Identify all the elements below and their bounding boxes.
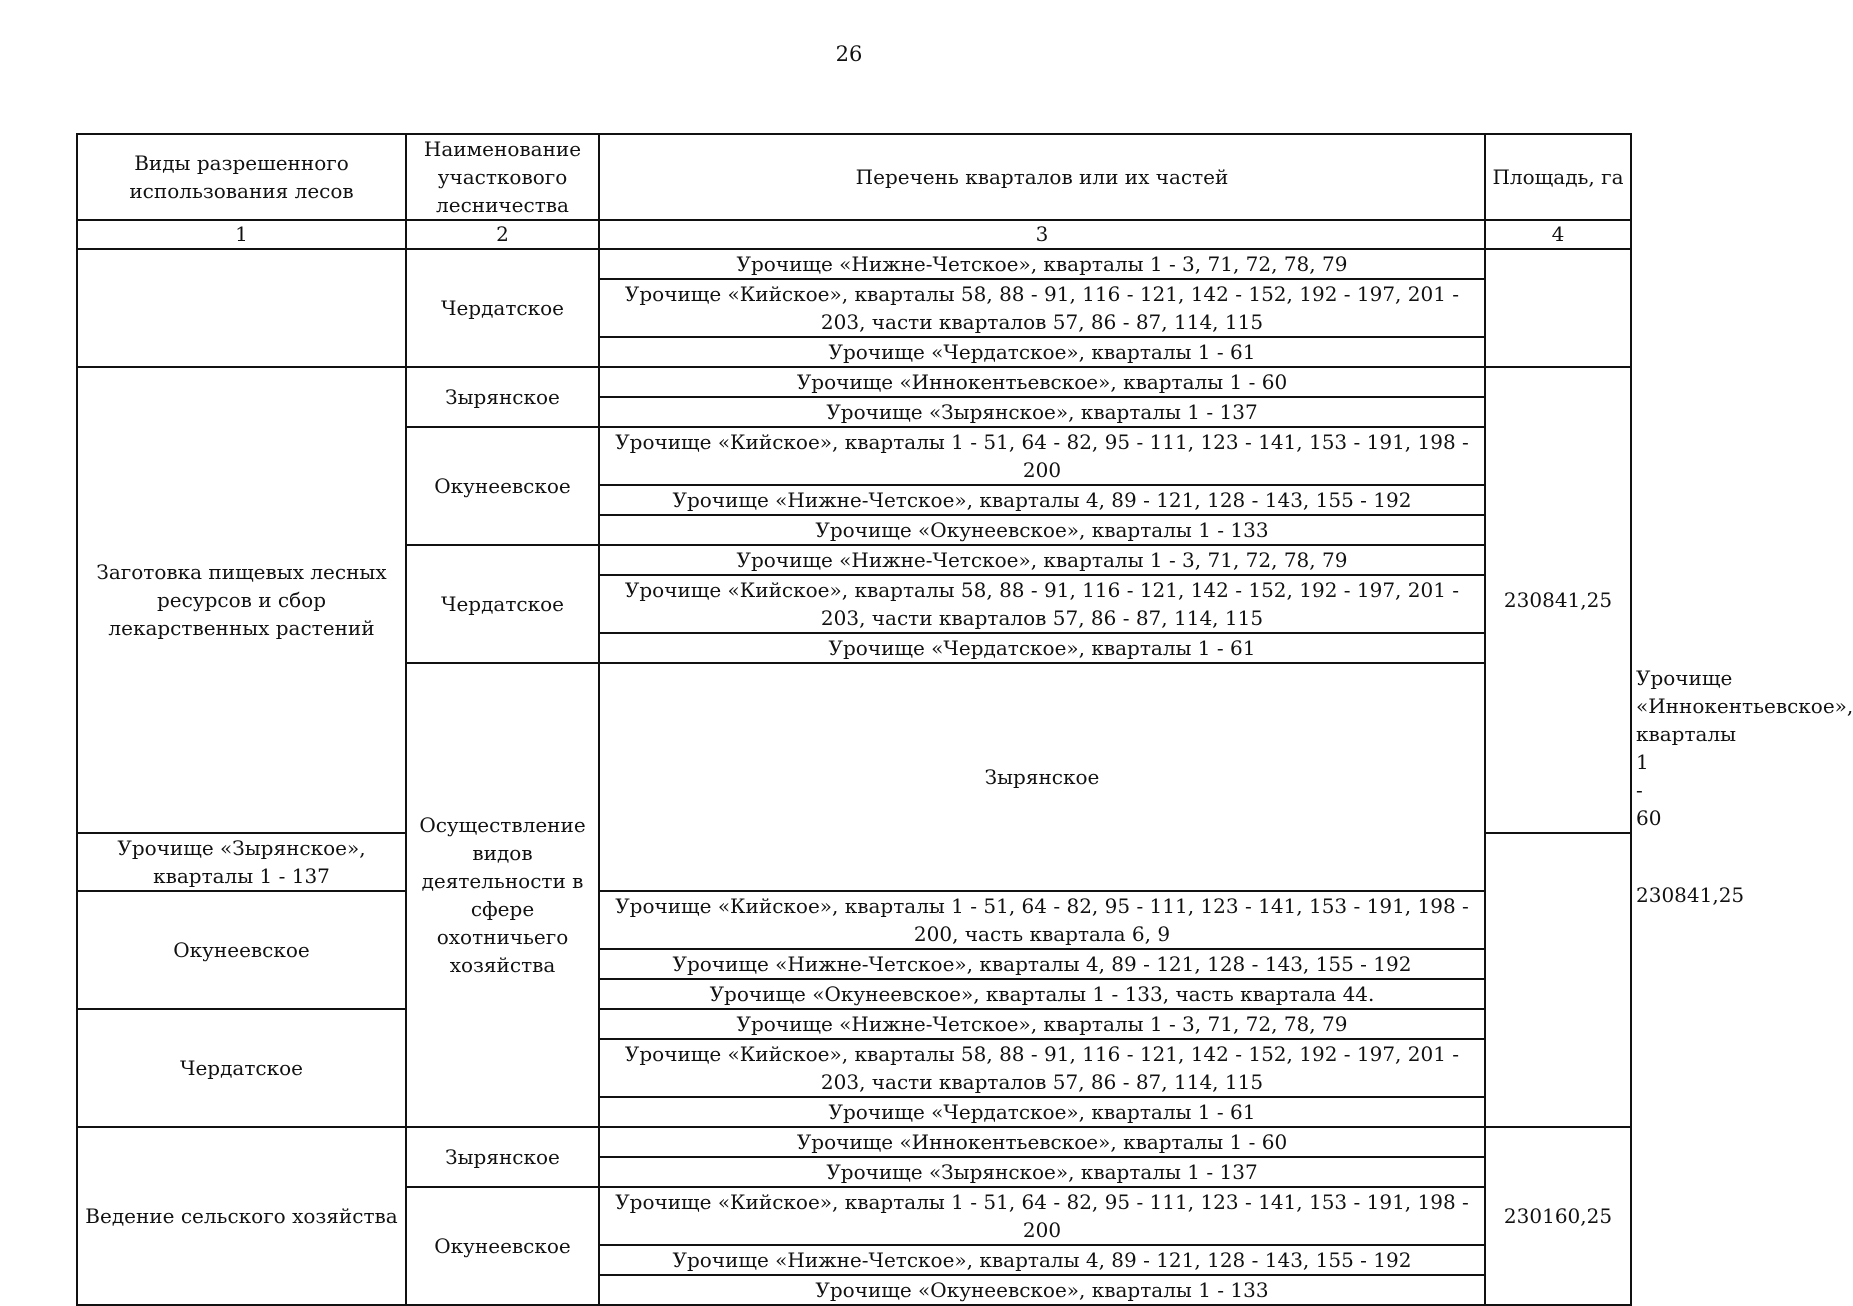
forestry-cell: Чердатское (77, 1009, 406, 1127)
quarters-cell: Урочище «Нижне-Четское», кварталы 1 - 3, 71, 72, 78, 79 (599, 545, 1485, 575)
table-row (77, 367, 1631, 397)
forestry-cell: Зырянское (406, 367, 599, 427)
quarters-cell: Урочище «Чердатское», кварталы 1 - 61 (599, 1097, 1485, 1127)
quarters-cell: Урочище «Нижне-Четское», кварталы 4, 89 - 121, 128 - 143, 155 - 192 (599, 485, 1485, 515)
table-row (77, 1127, 1631, 1157)
forestry-cell: Окунеевское (406, 1187, 599, 1305)
quarters-cell: Урочище «Иннокентьевское», кварталы 1 - 60 (599, 1127, 1485, 1157)
quarters-cell: Урочище «Кийское», кварталы 58, 88 - 91, 116 - 121, 142 - 152, 192 - 197, 201 - 203, части кварталов 57, 86 - 87, 114, 115 (599, 279, 1485, 337)
quarters-cell: Урочище «Нижне-Четское», кварталы 1 - 3, 71, 72, 78, 79 (599, 249, 1485, 279)
quarters-cell: Урочище «Кийское», кварталы 58, 88 - 91, 116 - 121, 142 - 152, 192 - 197, 201 - 203, части кварталов 57, 86 - 87, 114, 115 (599, 575, 1485, 633)
column-number: 2 (406, 220, 599, 249)
area-cell (1485, 249, 1631, 367)
quarters-cell: Урочище «Чердатское», кварталы 1 - 61 (599, 337, 1485, 367)
quarters-cell: Урочище «Кийское», кварталы 1 - 51, 64 - 82, 95 - 111, 123 - 141, 153 - 191, 198 - 200 (599, 427, 1485, 485)
quarters-cell: Урочище «Чердатское», кварталы 1 - 61 (599, 633, 1485, 663)
column-number-row (77, 220, 1631, 249)
area-cell: 230160,25 (1485, 1127, 1631, 1305)
forestry-cell: Чердатское (406, 545, 599, 663)
quarters-cell: Урочище «Нижне-Четское», кварталы 4, 89 - 121, 128 - 143, 155 - 192 (599, 1245, 1485, 1275)
forest-use-table (76, 133, 1853, 1306)
table-row (77, 249, 1631, 279)
quarters-cell: Урочище «Окунеевское», кварталы 1 - 133, часть квартала 44. (599, 979, 1485, 1009)
forestry-cell: Окунеевское (406, 427, 599, 545)
table-row (77, 891, 1631, 949)
use-type-cell (77, 249, 406, 367)
header-quarters: Перечень кварталов или их частей (599, 134, 1485, 220)
column-number: 3 (599, 220, 1485, 249)
forestry-cell: Зырянское (599, 663, 1485, 891)
column-number: 1 (77, 220, 406, 249)
use-type-cell: Ведение сельского хозяйства (77, 1127, 406, 1305)
quarters-cell: Урочище «Нижне-Четское», кварталы 4, 89 - 121, 128 - 143, 155 - 192 (599, 949, 1485, 979)
quarters-cell: Урочище «Кийское», кварталы 1 - 51, 64 - 82, 95 - 111, 123 - 141, 153 - 191, 198 - 200 (599, 1187, 1485, 1245)
quarters-cell: Урочище «Зырянское», кварталы 1 - 137 (599, 1157, 1485, 1187)
area-cell: 230841,25 (1485, 367, 1631, 833)
quarters-cell: Урочище «Окунеевское», кварталы 1 - 133 (599, 1275, 1485, 1305)
table-row: Осуществление видов деятельности в сфере охотничьего хозяйства Зырянское Урочище «Иннокентьевское», кварталы 1 - 60 230841,25 (77, 663, 1631, 833)
quarters-cell: Урочище «Кийское», кварталы 1 - 51, 64 - 82, 95 - 111, 123 - 141, 153 - 191, 198 - 200, часть квартала 6, 9 (599, 891, 1485, 949)
forestry-cell: Окунеевское (77, 891, 406, 1009)
header-row (77, 134, 1631, 220)
use-type-cell: Заготовка пищевых лесных ресурсов и сбор лекарственных растений (77, 367, 406, 833)
forestry-cell: Зырянское (406, 1127, 599, 1187)
quarters-cell: Урочище «Кийское», кварталы 58, 88 - 91, 116 - 121, 142 - 152, 192 - 197, 201 - 203, части кварталов 57, 86 - 87, 114, 115 (599, 1039, 1485, 1097)
header-use-type: Виды разрешенного использования лесов (77, 134, 406, 220)
quarters-cell: Урочище «Нижне-Четское», кварталы 1 - 3, 71, 72, 78, 79 (599, 1009, 1485, 1039)
header-forestry: Наименование участкового лесничества (406, 134, 599, 220)
column-number: 4 (1485, 220, 1631, 249)
quarters-cell: Урочище «Окунеевское», кварталы 1 - 133 (599, 515, 1485, 545)
quarters-cell: Урочище «Иннокентьевское», кварталы 1 - 60 (599, 367, 1485, 397)
header-area: Площадь, га (1485, 134, 1631, 220)
quarters-cell: Урочище «Зырянское», кварталы 1 - 137 (599, 397, 1485, 427)
use-type-cell: Осуществление видов деятельности в сфере охотничьего хозяйства (406, 663, 599, 1127)
table-row (77, 1009, 1631, 1039)
page-number: 26 (835, 42, 863, 66)
forestry-cell: Чердатское (406, 249, 599, 367)
quarters-cell: Урочище «Зырянское», кварталы 1 - 137 (77, 833, 406, 891)
